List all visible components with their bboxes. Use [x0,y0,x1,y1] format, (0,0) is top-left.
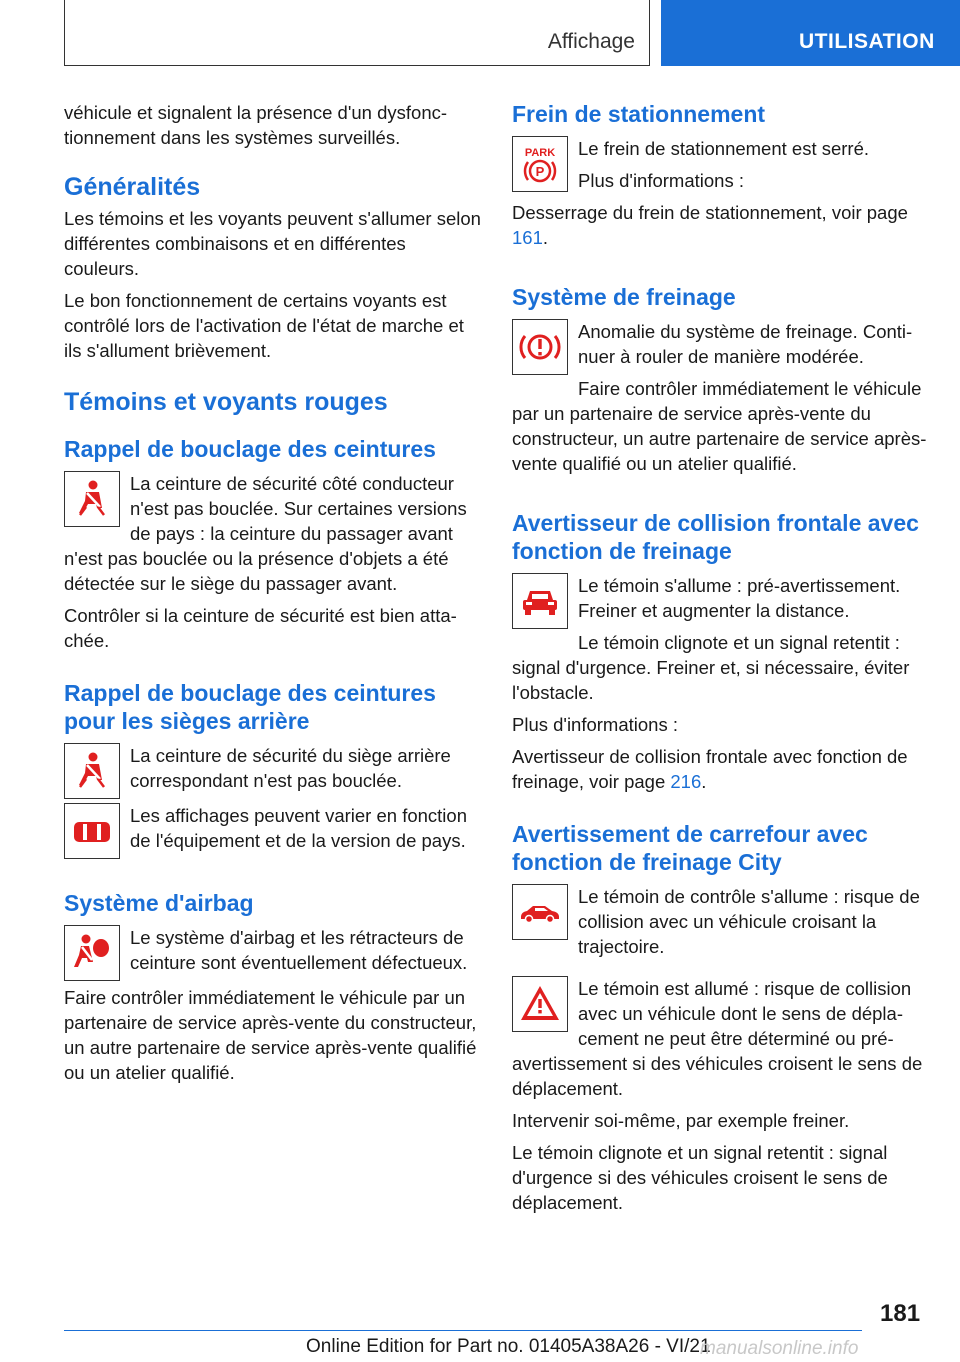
park-brake-text-3: Desserrage du frein de stationnement, voir page 161. [512,202,908,248]
brake-system-text-1: Anomalie du système de freinage. Continuer à rouler de manière modérée. [578,321,913,367]
park-brake-text-1: Le frein de stationnement est serré. [578,138,870,159]
collision-text-4: Avertisseur de collision frontale avec fonction de freinage, voir page 216. [512,746,908,792]
collision-text-2: Le témoin clignote et un signal retentit : signal d'urgence. Freiner et, si nécessaire, éviter l'obstacle. [512,632,910,703]
general-text-1: Les témoins et les voyants peuvent s'allumer selon différentes combinaisons et en différentes couleurs. [64,208,481,279]
rear-display-item [64,803,482,863]
airbag-item [64,925,482,985]
brake-system-icon [512,319,568,375]
header-chapter-tab[interactable] [661,0,960,66]
collision-text-3: Plus d'informations : [512,714,678,735]
rear-display-text: Les affichages peuvent varier en fonction de l'équipement et de la version de pays. [130,805,467,851]
intro-text: véhicule et signalent la présence d'un dysfonctionnement dans les systèmes surveillés. [64,102,448,148]
header-section-box [64,0,650,66]
header-chapter-title: UTILISATION [799,30,935,53]
seatbelt-icon [64,471,120,527]
side-car-icon [512,884,568,940]
heading-collision: Avertisseur de collision frontale avec fonction de freinage [512,510,919,564]
crossroad-item [512,884,928,966]
header-section-title: Affichage [547,30,635,53]
park-brake-page-link[interactable]: 161 [512,227,543,248]
park-brake-item [512,136,928,257]
right-column [512,100,928,1222]
warning-triangle-icon [512,976,568,1032]
heading-seatbelt-rear: Rappel de bouclage des ceintures pour les sièges arrière [64,680,436,734]
park-icon-label: PARK [524,147,556,159]
seatbelt-text-2: Contrôler si la ceinture de sécurité est bien attachée. [64,605,457,651]
collision-ref-text: Avertisseur de collision frontale avec fonction de freinage, voir page [512,746,908,792]
heading-park-brake: Frein de stationnement [512,101,766,127]
heading-general: Généralités [64,173,201,201]
watermark: manualsonline.info [700,1338,859,1359]
airbag-icon [64,925,120,981]
seatbelt-text-1: La ceinture de sécurité côté conducteur n'est pas bouclée. Sur certaines versions de pays : la ceinture du passager avant n'est pas bouclée ou la présence d'objets a été détectée sur le siège du passager avant. [64,473,467,594]
crossroad-text-1: Le témoin de contrôle s'allume : risque de collision avec un véhicule croisant la trajectoire. [578,886,920,957]
left-column [64,100,482,1092]
rear-seat-display-icon [64,803,120,859]
page-number: 181 [880,1300,921,1327]
park-brake-icon [512,136,568,192]
heading-seatbelt: Rappel de bouclage des ceintures [64,436,436,462]
heading-brake-system: Système de freinage [512,284,736,310]
general-text-2: Le bon fonctionnement de certains voyants est contrôlé lors de l'activation de l'état de marche et ils s'allument brièvement. [64,290,464,361]
rear-seatbelt-icon [64,743,120,799]
heading-airbag: Système d'airbag [64,890,254,916]
crossroad-text-4: Le témoin clignote et un signal retentit : signal d'urgence si des véhicules croisent le sens de déplacement. [512,1142,888,1213]
park-brake-text-2: Plus d'informations : [578,170,744,191]
seatbelt-item [64,471,482,603]
heading-crossroad: Avertissement de carrefour avec fonction de freinage City [512,821,868,875]
footer-divider [64,1330,862,1331]
collision-page-link[interactable]: 216 [670,771,702,792]
airbag-text-2: Faire contrôler immédiatement le véhicule par un partenaire de service après-vente du constructeur, un autre partenaire de service après-vente qualifié ou un atelier qualifié. [64,987,477,1083]
park-brake-ref-text: Desserrage du frein de stationnement, voir page [512,202,908,223]
svg-text:P: P [535,164,545,179]
crossroad-text-3: Intervenir soi-même, par exemple freiner. [512,1110,850,1131]
brake-system-item [512,319,928,483]
collision-text-1: Le témoin s'allume : pré-avertissement. Freiner et augmenter la distance. [578,575,901,621]
crossroad-warning-item [512,976,928,1108]
front-car-icon [512,573,568,629]
brake-system-text-2: Faire contrôler immédiatement le véhicule par un partenaire de service après-vente du constructeur, un autre partenaire de service après-vente qualifié ou un atelier qualifié. [512,378,927,474]
collision-item [512,573,928,712]
heading-red-indicators: Témoins et voyants rouges [64,388,388,416]
airbag-text-1: Le système d'airbag et les rétracteurs de ceinture sont éventuellement défectueux. [130,927,468,973]
rear-seatbelt-item [64,743,482,803]
rear-seatbelt-text: La ceinture de sécurité du siège arrière correspondant n'est pas bouclée. [130,745,451,791]
crossroad-text-2: Le témoin est allumé : risque de collision avec un véhicule dont le sens de déplacement ne peut être déterminé ou pré-avertissement si des véhicules croisent le sens de déplacement. [512,978,923,1099]
footer-edition: Online Edition for Part no. 01405A38A26 - VI/21 [306,1336,711,1357]
